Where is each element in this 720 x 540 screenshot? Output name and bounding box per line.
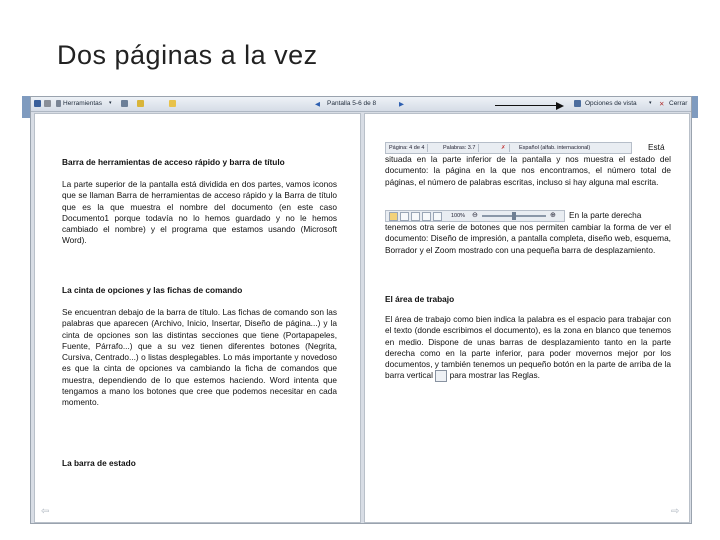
scroll-right-icon[interactable]: ⇨	[671, 506, 680, 517]
status-page-count: Página: 4 de 4	[386, 144, 428, 152]
viewer-toolbar	[31, 97, 691, 112]
close-button[interactable]: Cerrar	[669, 100, 688, 107]
paragraph-status-bar: situada en la parte inferior de la pantalla y nos muestra el estado del documento: la página en la que nos encontramos, el número total de páginas, el número de palabras escritas, incluso si hay alguna mal escrita.	[385, 154, 671, 187]
heading-status-bar: La barra de estado	[62, 458, 136, 468]
accent-bar-left	[22, 96, 30, 118]
research-icon[interactable]	[121, 100, 128, 107]
right-page	[364, 113, 690, 523]
zoom-slider-thumb	[512, 212, 516, 220]
print-icon[interactable]	[44, 100, 51, 107]
draft-icon	[433, 212, 442, 221]
view-options-icon[interactable]	[574, 100, 581, 107]
close-icon[interactable]: ✕	[659, 101, 665, 108]
view-options-dropdown-icon[interactable]: ▾	[649, 100, 652, 106]
next-screen-icon[interactable]: ▶	[399, 101, 404, 108]
view-bar-sample	[385, 210, 565, 222]
ruler-toggle-icon	[435, 370, 447, 382]
tools-dropdown-icon[interactable]: ▾	[109, 100, 112, 106]
zoom-in-icon: ⊕	[550, 212, 556, 219]
tools-menu[interactable]: Herramientas	[63, 100, 103, 107]
annotation-arrow-head	[556, 102, 564, 110]
scroll-left-icon[interactable]: ⇦	[41, 506, 50, 517]
paragraph-work-area-end: para mostrar las Reglas.	[449, 370, 540, 381]
screen-indicator: Pantalla 5-6 de 8	[327, 100, 377, 107]
status-word-count: Palabras: 3.7	[440, 144, 479, 152]
tools-icon	[56, 100, 61, 107]
paragraph-ribbon: Se encuentran debajo de la barra de título. Las fichas de comando son las palabras que aparecen (Archivo, Inicio, Insertar, Diseño de página...) y la cinta de opciones son las distintas secciones que tiene (Portapapeles, Fuente, Párrafo...) que a su vez tienen diferentes botones (Negrita, Cursiva, Centrado...) o listas desplegables. Lo más importante y novedoso es que la cinta de opciones va cambiando la ficha de comandos que muestra, dependiendo de lo que estemos haciendo. Word intenta que tengamos a mano los botones que cree que podemos necesitar en cada momento.	[62, 307, 337, 408]
paragraph-view-buttons-start: En la parte derecha	[569, 210, 642, 220]
paragraph-view-buttons: tenemos otra serie de botones que nos permiten cambiar la forma de ver el documento: Diseño de impresión, a pantalla completa, diseño web, esquema, Borrador y el Zoom mostrado con una pequeña barra de desplazamiento.	[385, 222, 671, 255]
annotation-arrow-line	[495, 105, 557, 106]
zoom-level: 100%	[451, 213, 466, 219]
heading-quick-access-bar: Barra de herramientas de acceso rápido y barra de título	[62, 157, 285, 167]
left-page	[34, 113, 361, 523]
zoom-out-icon: ⊖	[472, 212, 478, 219]
paragraph-work-area-text: El área de trabajo como bien indica la palabra es el espacio para trabajar con el texto (donde escribimos el documento), es la zona en blanco que tenemos en medio. Dispone de unas barras de desplazamiento tanto en la parte derecha como en la parte inferior, para poder movernos mejor por los documentos, y también tenemos un pequeño botón en la parte de arriba de la barra vertical	[385, 314, 671, 381]
heading-work-area: El área de trabajo	[385, 294, 455, 304]
outline-icon	[422, 212, 431, 221]
paragraph-work-area	[385, 314, 671, 382]
status-bar-sample	[385, 142, 632, 154]
highlight-icon[interactable]	[137, 100, 144, 107]
status-language: Español (alfab. internacional)	[519, 145, 591, 151]
spellcheck-icon: ✗	[498, 144, 510, 152]
document-viewer	[30, 96, 692, 524]
prev-screen-icon[interactable]: ◀	[315, 101, 320, 108]
full-screen-icon	[400, 212, 409, 221]
web-layout-icon	[411, 212, 420, 221]
slide-title: Dos páginas a la vez	[57, 40, 318, 70]
folder-icon[interactable]	[169, 100, 176, 107]
esta-text: Está	[648, 142, 665, 152]
view-options-button[interactable]: Opciones de vista	[585, 100, 637, 107]
heading-ribbon: La cinta de opciones y las fichas de comando	[62, 285, 243, 295]
save-icon[interactable]	[34, 100, 41, 107]
paragraph-quick-access-bar: La parte superior de la pantalla está dividida en dos partes, vamos iconos que se llaman Barra de herramientas de acceso rápido y la Barra de título que es la que muestra el nombre del documento (en este caso Documento1 porque todavía no lo hemos guardado y no le hemos cambiado el nombre) y el programa que estamos usando (Microsoft Word).	[62, 179, 337, 246]
print-layout-icon	[389, 212, 398, 221]
